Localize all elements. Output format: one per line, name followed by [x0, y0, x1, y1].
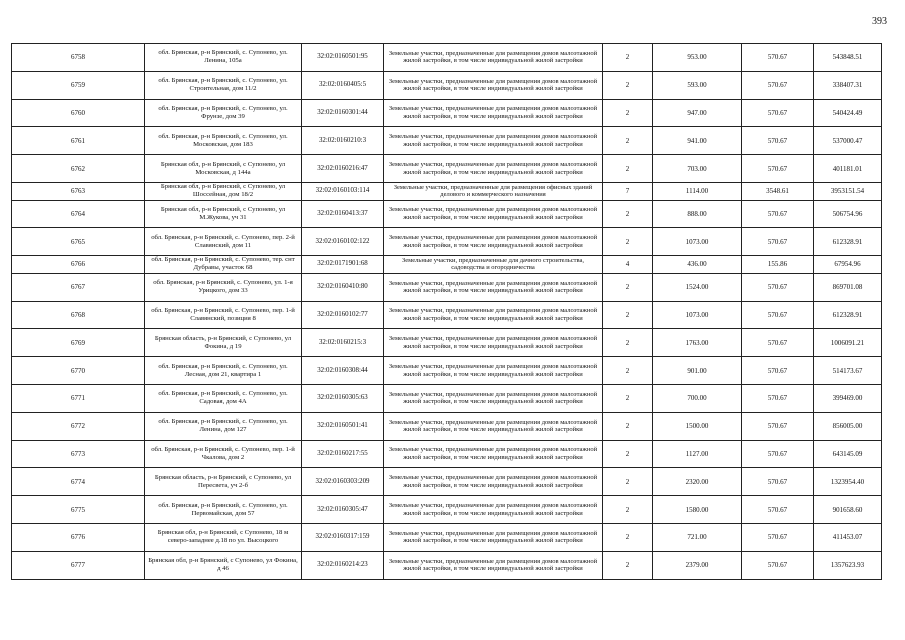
table-row — [12, 357, 882, 385]
cadastral-number-cell: 32:02:0160305:47 — [302, 496, 384, 524]
cadastral-value-cell: 1006091.21 — [814, 329, 882, 357]
specific-value-cell: 570.67 — [742, 551, 814, 579]
area-cell: 703.00 — [653, 155, 742, 183]
address-cell: обл. Брянская, р-н Брянский, с. Супонево, ул. Садовая, дом 4А — [145, 384, 302, 412]
category-cell: 2 — [603, 273, 653, 301]
row-number: 6765 — [12, 228, 145, 256]
area-cell: 593.00 — [653, 71, 742, 99]
land-use-cell: Земельные участки, предназначенные для дачного строительства, садоводства и огородничества — [384, 256, 603, 274]
category-cell: 2 — [603, 523, 653, 551]
table-row — [12, 71, 882, 99]
cadastral-value-cell: 901658.60 — [814, 496, 882, 524]
category-cell: 4 — [603, 256, 653, 274]
land-use-cell: Земельные участки, предназначенные для размещения домов малоэтажной жилой застройки, в том числе индивидуальной жилой застройки — [384, 440, 603, 468]
area-cell: 1114.00 — [653, 182, 742, 200]
specific-value-cell: 570.67 — [742, 357, 814, 385]
category-cell: 2 — [603, 329, 653, 357]
address-cell: Брянская обл, р-н Брянский, с Супонево, ул Московская, д 144а — [145, 155, 302, 183]
address-cell: Брянская обл, р-н Брянский, с Супонево, ул Шоссейная, дом 18/2 — [145, 182, 302, 200]
area-cell: 1763.00 — [653, 329, 742, 357]
cadastral-number-cell: 32:02:0160303:209 — [302, 468, 384, 496]
cadastral-number-cell: 32:02:0160301:44 — [302, 99, 384, 127]
table-row — [12, 329, 882, 357]
table-row — [12, 228, 882, 256]
cadastral-number-cell: 32:02:0160217:55 — [302, 440, 384, 468]
specific-value-cell: 570.67 — [742, 71, 814, 99]
land-use-cell: Земельные участки, предназначенные для размещения домов малоэтажной жилой застройки, в том числе индивидуальной жилой застройки — [384, 273, 603, 301]
table-row — [12, 155, 882, 183]
address-cell: Брянская область, р-н Брянский, с Супонево, ул Пересвета, уч 2-б — [145, 468, 302, 496]
table-row — [12, 273, 882, 301]
cadastral-number-cell: 32:02:0160103:114 — [302, 182, 384, 200]
area-cell: 436.00 — [653, 256, 742, 274]
row-number: 6776 — [12, 523, 145, 551]
land-use-cell: Земельные участки, предназначенные для размещения домов малоэтажной жилой застройки, в том числе индивидуальной жилой застройки — [384, 127, 603, 155]
cadastral-value-cell: 643145.09 — [814, 440, 882, 468]
cadastral-value-cell: 3953151.54 — [814, 182, 882, 200]
specific-value-cell: 570.67 — [742, 44, 814, 72]
cadastral-number-cell: 32:02:0160317:159 — [302, 523, 384, 551]
table-row — [12, 99, 882, 127]
land-use-cell: Земельные участки, предназначенные для размещения домов малоэтажной жилой застройки, в том числе индивидуальной жилой застройки — [384, 412, 603, 440]
row-number: 6763 — [12, 182, 145, 200]
address-cell: обл. Брянская, р-н Брянский, с. Супонево, ул. Лесная, дом 21, квартира 1 — [145, 357, 302, 385]
address-cell: обл. Брянская, р-н Брянский, с. Супонево, пер. 1-й Славянский, позиция 8 — [145, 301, 302, 329]
category-cell: 2 — [603, 127, 653, 155]
area-cell: 947.00 — [653, 99, 742, 127]
area-cell: 1073.00 — [653, 301, 742, 329]
specific-value-cell: 570.67 — [742, 496, 814, 524]
category-cell: 2 — [603, 357, 653, 385]
specific-value-cell: 570.67 — [742, 200, 814, 228]
cadastral-number-cell: 32:02:0160102:77 — [302, 301, 384, 329]
row-number: 6758 — [12, 44, 145, 72]
cadastral-value-cell: 399469.00 — [814, 384, 882, 412]
specific-value-cell: 570.67 — [742, 523, 814, 551]
cadastral-number-cell: 32:02:0160413:37 — [302, 200, 384, 228]
row-number: 6773 — [12, 440, 145, 468]
area-cell: 888.00 — [653, 200, 742, 228]
specific-value-cell: 570.67 — [742, 440, 814, 468]
category-cell: 2 — [603, 551, 653, 579]
cadastral-value-cell: 506754.96 — [814, 200, 882, 228]
row-number: 6762 — [12, 155, 145, 183]
land-use-cell: Земельные участки, предназначенные для размещения офисных зданий делового и коммерческого назначения — [384, 182, 603, 200]
table-row — [12, 182, 882, 200]
address-cell: обл. Брянская, р-н Брянский, с. Супонево, ул. Первомайская, дом 57 — [145, 496, 302, 524]
area-cell: 2320.00 — [653, 468, 742, 496]
table-row — [12, 127, 882, 155]
row-number: 6771 — [12, 384, 145, 412]
cadastral-number-cell: 32:02:0160214:23 — [302, 551, 384, 579]
table-row — [12, 44, 882, 72]
address-cell: обл. Брянская, р-н Брянский, с. Супонево, ул. 1-я Урицкого, дом 33 — [145, 273, 302, 301]
address-cell: обл. Брянская, р-н Брянский, с. Супонево, ул. Строительная, дом 11/2 — [145, 71, 302, 99]
row-number: 6775 — [12, 496, 145, 524]
category-cell: 2 — [603, 155, 653, 183]
area-cell: 901.00 — [653, 357, 742, 385]
table-row — [12, 440, 882, 468]
area-cell: 1580.00 — [653, 496, 742, 524]
cadastral-value-table — [11, 43, 882, 580]
cadastral-number-cell: 32:02:0160305:63 — [302, 384, 384, 412]
cadastral-number-cell: 32:02:0160308:44 — [302, 357, 384, 385]
category-cell: 2 — [603, 468, 653, 496]
table-row — [12, 523, 882, 551]
land-use-cell: Земельные участки, предназначенные для размещения домов малоэтажной жилой застройки, в том числе индивидуальной жилой застройки — [384, 496, 603, 524]
table-row — [12, 468, 882, 496]
cadastral-number-cell: 32:02:0160501:41 — [302, 412, 384, 440]
table-row — [12, 200, 882, 228]
address-cell: Брянская обл, р-н Брянский, с Супонево, ул Фокина, д 46 — [145, 551, 302, 579]
cadastral-value-cell: 612328.91 — [814, 228, 882, 256]
row-number: 6761 — [12, 127, 145, 155]
area-cell: 953.00 — [653, 44, 742, 72]
land-use-cell: Земельные участки, предназначенные для размещения домов малоэтажной жилой застройки, в том числе индивидуальной жилой застройки — [384, 301, 603, 329]
area-cell: 1500.00 — [653, 412, 742, 440]
address-cell: обл. Брянская, р-н Брянский, с. Супонево, ул. Московская, дом 183 — [145, 127, 302, 155]
row-number: 6759 — [12, 71, 145, 99]
row-number: 6768 — [12, 301, 145, 329]
area-cell: 1524.00 — [653, 273, 742, 301]
table-row — [12, 551, 882, 579]
cadastral-value-cell: 411453.07 — [814, 523, 882, 551]
cadastral-value-cell: 401181.01 — [814, 155, 882, 183]
row-number: 6760 — [12, 99, 145, 127]
table-row — [12, 301, 882, 329]
specific-value-cell: 570.67 — [742, 329, 814, 357]
category-cell: 2 — [603, 200, 653, 228]
row-number: 6764 — [12, 200, 145, 228]
land-use-cell: Земельные участки, предназначенные для размещения домов малоэтажной жилой застройки, в том числе индивидуальной жилой застройки — [384, 99, 603, 127]
land-use-cell: Земельные участки, предназначенные для размещения домов малоэтажной жилой застройки, в том числе индивидуальной жилой застройки — [384, 551, 603, 579]
row-number: 6772 — [12, 412, 145, 440]
land-use-cell: Земельные участки, предназначенные для размещения домов малоэтажной жилой застройки, в том числе индивидуальной жилой застройки — [384, 384, 603, 412]
specific-value-cell: 570.67 — [742, 468, 814, 496]
row-number: 6777 — [12, 551, 145, 579]
table-row — [12, 412, 882, 440]
land-use-cell: Земельные участки, предназначенные для размещения домов малоэтажной жилой застройки, в том числе индивидуальной жилой застройки — [384, 155, 603, 183]
cadastral-value-cell: 856005.00 — [814, 412, 882, 440]
area-cell: 1073.00 — [653, 228, 742, 256]
cadastral-value-cell: 338407.31 — [814, 71, 882, 99]
address-cell: обл. Брянская, р-н Брянский, с. Супонево, тер. снт Дубравы, участок 68 — [145, 256, 302, 274]
cadastral-value-cell: 540424.49 — [814, 99, 882, 127]
row-number: 6769 — [12, 329, 145, 357]
cadastral-value-cell: 1323954.40 — [814, 468, 882, 496]
specific-value-cell: 155.86 — [742, 256, 814, 274]
row-number: 6774 — [12, 468, 145, 496]
area-cell: 1127.00 — [653, 440, 742, 468]
category-cell: 2 — [603, 412, 653, 440]
address-cell: Брянская обл, р-н Брянский, с Супонево, 18 м северо-западнее д.18 по ул. Высоцкого — [145, 523, 302, 551]
area-cell: 941.00 — [653, 127, 742, 155]
row-number: 6767 — [12, 273, 145, 301]
cadastral-value-cell: 67954.96 — [814, 256, 882, 274]
land-use-cell: Земельные участки, предназначенные для размещения домов малоэтажной жилой застройки, в том числе индивидуальной жилой застройки — [384, 329, 603, 357]
cadastral-number-cell: 32:02:0160102:122 — [302, 228, 384, 256]
specific-value-cell: 570.67 — [742, 99, 814, 127]
table-row — [12, 256, 882, 274]
cadastral-value-cell: 543848.51 — [814, 44, 882, 72]
category-cell: 2 — [603, 99, 653, 127]
specific-value-cell: 570.67 — [742, 273, 814, 301]
cadastral-number-cell: 32:02:0160405:5 — [302, 71, 384, 99]
table-row — [12, 496, 882, 524]
category-cell: 2 — [603, 301, 653, 329]
address-cell: Брянская область, р-н Брянский, с Супонево, ул Фокина, д 19 — [145, 329, 302, 357]
land-use-cell: Земельные участки, предназначенные для размещения домов малоэтажной жилой застройки, в том числе индивидуальной жилой застройки — [384, 357, 603, 385]
specific-value-cell: 570.67 — [742, 127, 814, 155]
land-use-cell: Земельные участки, предназначенные для размещения домов малоэтажной жилой застройки, в том числе индивидуальной жилой застройки — [384, 200, 603, 228]
cadastral-number-cell: 32:02:0171901:68 — [302, 256, 384, 274]
cadastral-value-cell: 612328.91 — [814, 301, 882, 329]
category-cell: 2 — [603, 384, 653, 412]
cadastral-value-cell: 514173.67 — [814, 357, 882, 385]
page-number: 393 — [872, 16, 887, 27]
specific-value-cell: 570.67 — [742, 155, 814, 183]
cadastral-number-cell: 32:02:0160215:3 — [302, 329, 384, 357]
cadastral-number-cell: 32:02:0160216:47 — [302, 155, 384, 183]
land-use-cell: Земельные участки, предназначенные для размещения домов малоэтажной жилой застройки, в том числе индивидуальной жилой застройки — [384, 228, 603, 256]
address-cell: обл. Брянская, р-н Брянский, с. Супонево, ул. Фрунзе, дом 39 — [145, 99, 302, 127]
row-number: 6766 — [12, 256, 145, 274]
table-row — [12, 384, 882, 412]
row-number: 6770 — [12, 357, 145, 385]
cadastral-number-cell: 32:02:0160410:80 — [302, 273, 384, 301]
cadastral-value-cell: 537000.47 — [814, 127, 882, 155]
cadastral-number-cell: 32:02:0160210:3 — [302, 127, 384, 155]
address-cell: обл. Брянская, р-н Брянский, с. Супонево, ул. Ленина, 105а — [145, 44, 302, 72]
specific-value-cell: 570.67 — [742, 384, 814, 412]
address-cell: Брянская обл, р-н Брянский, с Супонево, ул М.Жукова, уч 31 — [145, 200, 302, 228]
category-cell: 2 — [603, 44, 653, 72]
specific-value-cell: 570.67 — [742, 228, 814, 256]
area-cell: 700.00 — [653, 384, 742, 412]
specific-value-cell: 570.67 — [742, 412, 814, 440]
category-cell: 2 — [603, 228, 653, 256]
category-cell: 7 — [603, 182, 653, 200]
land-use-cell: Земельные участки, предназначенные для размещения домов малоэтажной жилой застройки, в том числе индивидуальной жилой застройки — [384, 71, 603, 99]
area-cell: 2379.00 — [653, 551, 742, 579]
land-use-cell: Земельные участки, предназначенные для размещения домов малоэтажной жилой застройки, в том числе индивидуальной жилой застройки — [384, 523, 603, 551]
specific-value-cell: 570.67 — [742, 301, 814, 329]
land-use-cell: Земельные участки, предназначенные для размещения домов малоэтажной жилой застройки, в том числе индивидуальной жилой застройки — [384, 44, 603, 72]
category-cell: 2 — [603, 71, 653, 99]
cadastral-value-cell: 869701.08 — [814, 273, 882, 301]
category-cell: 2 — [603, 496, 653, 524]
area-cell: 721.00 — [653, 523, 742, 551]
address-cell: обл. Брянская, р-н Брянский, с. Супонево, пер. 1-й Чкалова, дом 2 — [145, 440, 302, 468]
cadastral-number-cell: 32:02:0160501:95 — [302, 44, 384, 72]
address-cell: обл. Брянская, р-н Брянский, с. Супонево, пер. 2-й Славянский, дом 11 — [145, 228, 302, 256]
category-cell: 2 — [603, 440, 653, 468]
specific-value-cell: 3548.61 — [742, 182, 814, 200]
cadastral-value-cell: 1357623.93 — [814, 551, 882, 579]
address-cell: обл. Брянская, р-н Брянский, с. Супонево, ул. Ленина, дом 127 — [145, 412, 302, 440]
land-use-cell: Земельные участки, предназначенные для размещения домов малоэтажной жилой застройки, в том числе индивидуальной жилой застройки — [384, 468, 603, 496]
